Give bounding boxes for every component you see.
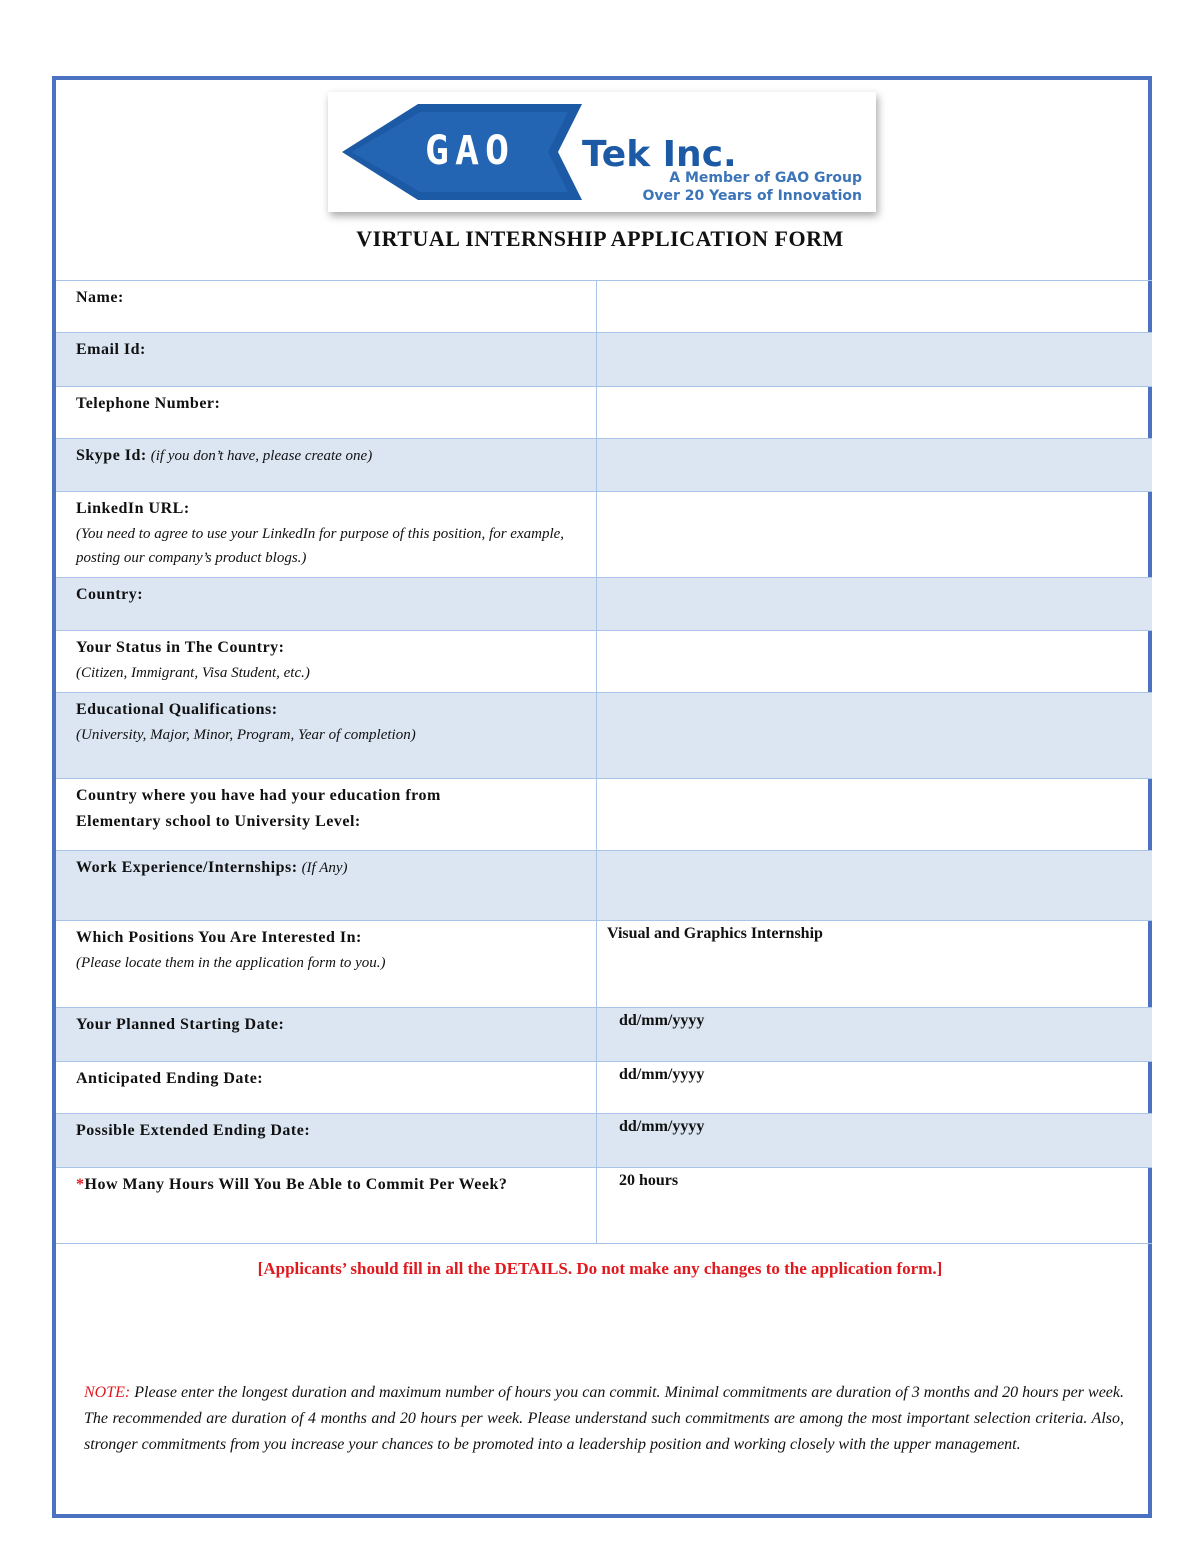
- name-field[interactable]: [597, 281, 1153, 333]
- field-label: LinkedIn URL:: [76, 500, 190, 517]
- form-row-positions: [56, 921, 1152, 1008]
- field-hint: (Citizen, Immigrant, Visa Student, etc.): [76, 665, 310, 681]
- field-label: Name:: [76, 289, 124, 306]
- education-country-field[interactable]: [597, 779, 1153, 851]
- field-hint: (If Any): [301, 860, 348, 876]
- field-hint: (if you don’t have, please create one): [150, 448, 373, 464]
- form-row-education-country: [56, 779, 1152, 851]
- form-row-telephone: [56, 387, 1152, 439]
- form-row-status: [56, 631, 1152, 693]
- form-row-email: [56, 333, 1152, 387]
- end-date-field[interactable]: dd/mm/yyyy: [597, 1062, 1153, 1114]
- field-label: Country:: [76, 586, 144, 603]
- field-label: Your Planned Starting Date:: [76, 1016, 285, 1033]
- field-hint: (University, Major, Minor, Program, Year of completion): [76, 727, 416, 743]
- company-logo: [328, 92, 876, 212]
- logo-tagline-years: Over 20 Years of Innovation: [642, 188, 862, 204]
- form-row-start-date: [56, 1008, 1152, 1062]
- form-row-extended-date: [56, 1114, 1152, 1168]
- email-field[interactable]: [597, 333, 1153, 387]
- form-row-skype: [56, 439, 1152, 492]
- form-title: VIRTUAL INTERNSHIP APPLICATION FORM: [356, 226, 844, 251]
- logo-tagline-group: A Member of GAO Group: [669, 170, 862, 186]
- field-hint: (You need to agree to use your LinkedIn for purpose of this position, for example, posting our company’s product blogs.): [76, 526, 565, 566]
- status-field[interactable]: [597, 631, 1153, 693]
- required-asterisk: *: [76, 1176, 85, 1193]
- field-label: Educational Qualifications:: [76, 701, 278, 718]
- form-row-work-experience: [56, 851, 1152, 921]
- field-label: Telephone Number:: [76, 395, 221, 412]
- field-label: Which Positions You Are Interested In:: [76, 929, 362, 946]
- field-label: Work Experience/Internships:: [76, 859, 298, 876]
- form-row-linkedin: [56, 492, 1152, 578]
- applicant-notice: [Applicants’ should fill in all the DETAILS. Do not make any changes to the application form.]: [257, 1259, 943, 1278]
- field-label: Anticipated Ending Date:: [76, 1070, 264, 1087]
- work-experience-field[interactable]: [597, 851, 1153, 921]
- field-label: Possible Extended Ending Date:: [76, 1122, 311, 1139]
- commitment-note: [84, 1380, 1124, 1458]
- form-row-hours: [56, 1168, 1152, 1244]
- country-field[interactable]: [597, 578, 1153, 631]
- education-field[interactable]: [597, 693, 1153, 779]
- positions-field[interactable]: Visual and Graphics Internship: [597, 921, 1153, 1008]
- note-text: Please enter the longest duration and maximum number of hours you can commit. Minimal commitments are duration of 3 months and 20 hours per week. The recommended are duration of 4 months and 20 hours per week. Please understand such commitments are among the most important selection criteria. Also, stronger commitments from you increase your chances to be promoted into a leadership position and working closely with the upper management.: [84, 1384, 1124, 1453]
- linkedin-field[interactable]: [597, 492, 1153, 578]
- extended-date-field[interactable]: dd/mm/yyyy: [597, 1114, 1153, 1168]
- note-label: NOTE:: [84, 1384, 131, 1401]
- field-hint: (Please locate them in the application form to you.): [76, 955, 386, 971]
- field-label: How Many Hours Will You Be Able to Commit Per Week?: [84, 1176, 508, 1193]
- hours-field[interactable]: 20 hours: [597, 1168, 1153, 1244]
- form-row-country: [56, 578, 1152, 631]
- logo-brand-mark: GAO: [424, 128, 516, 174]
- field-label: Email Id:: [76, 341, 146, 358]
- form-row-end-date: [56, 1062, 1152, 1114]
- application-form-table: [56, 280, 1152, 1244]
- telephone-field[interactable]: [597, 387, 1153, 439]
- form-row-name: [56, 281, 1152, 333]
- field-label: Country where you have had your education from Elementary school to University Level:: [76, 787, 441, 830]
- start-date-field[interactable]: dd/mm/yyyy: [597, 1008, 1153, 1062]
- form-row-education: [56, 693, 1152, 779]
- skype-field[interactable]: [597, 439, 1153, 492]
- logo-company-name: Tek Inc.: [582, 134, 737, 175]
- field-label: Your Status in The Country:: [76, 639, 285, 656]
- field-label: Skype Id:: [76, 447, 147, 464]
